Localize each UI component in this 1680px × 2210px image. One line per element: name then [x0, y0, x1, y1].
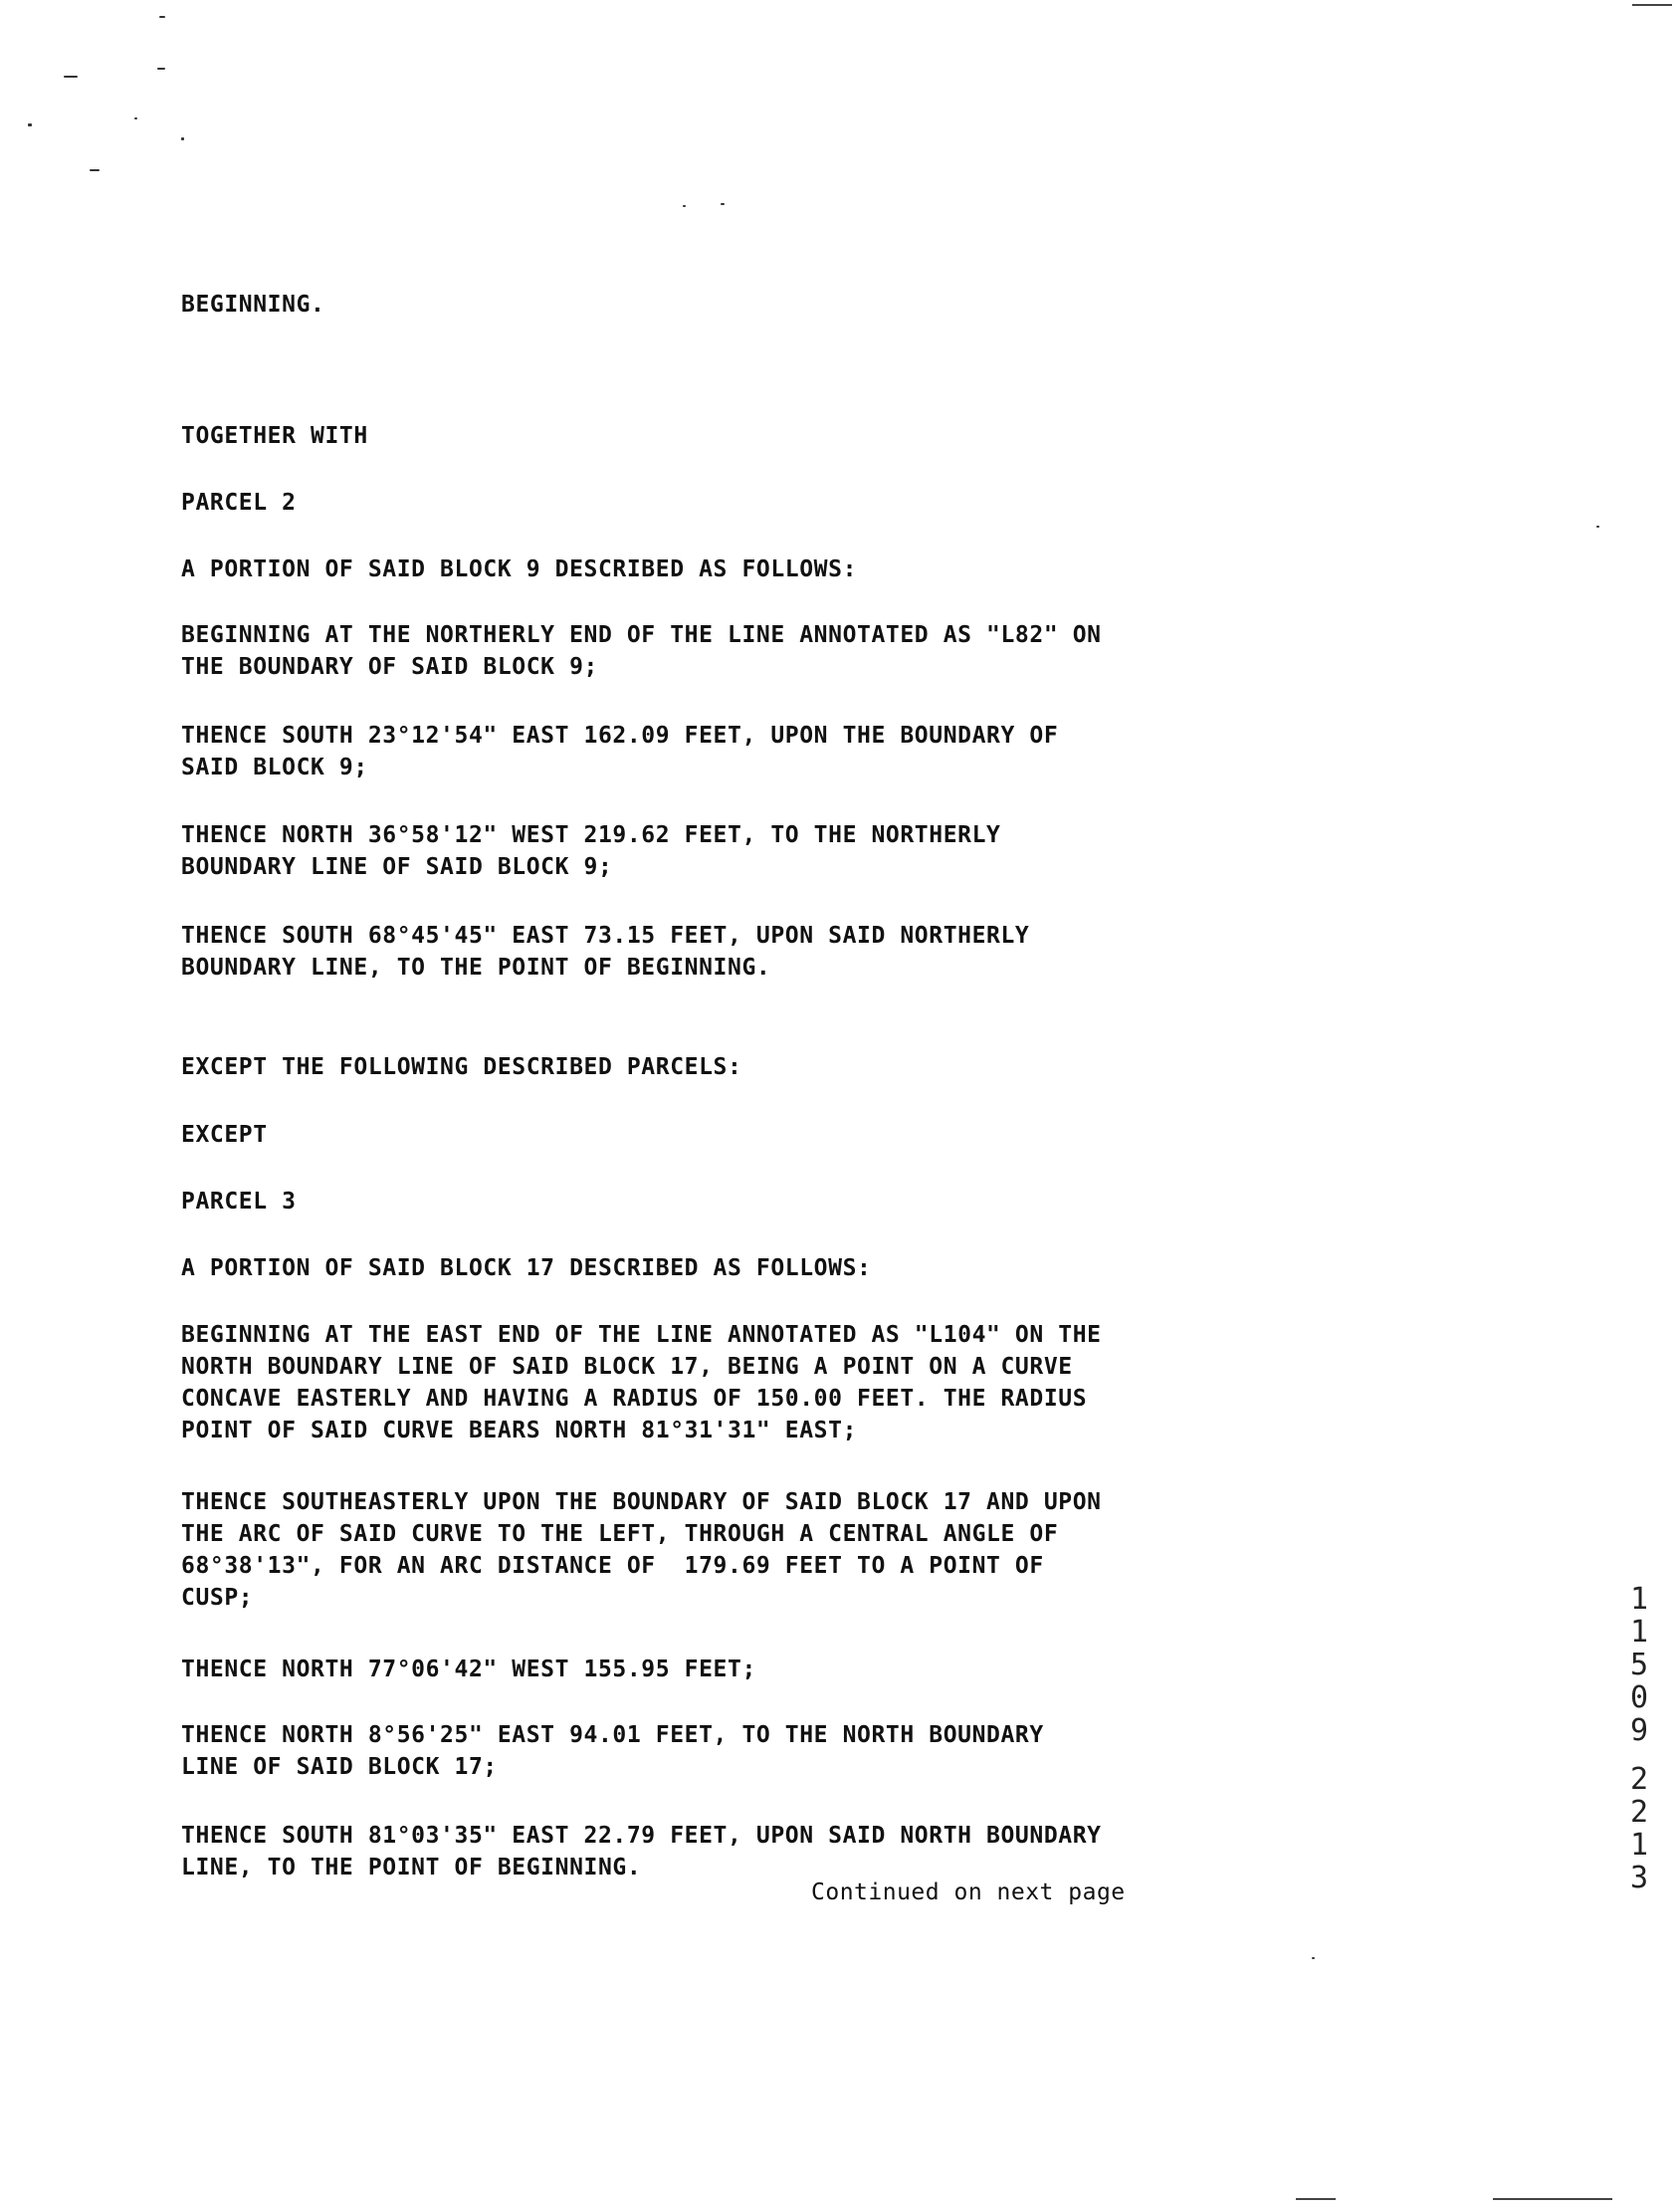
heading-parcel-2: PARCEL 2 [181, 490, 297, 516]
scan-speck [721, 203, 725, 205]
scan-speck [157, 68, 165, 70]
text-parcel-2-beginning: BEGINNING AT THE NORTHERLY END OF THE LINE ANNOTATED AS "L82" ON THE BOUNDARY OF SAID BLOCK 9; [181, 622, 1102, 680]
text-parcel-3-course-1: THENCE SOUTHEASTERLY UPON THE BOUNDARY OF SAID BLOCK 17 AND UPON THE ARC OF SAID CURVE TO THE LEFT, THROUGH A CENTRAL ANGLE OF 68°38'13", FOR AN ARC DISTANCE OF 179.69 FEET TO A POINT OF CUSP; [181, 1489, 1102, 1611]
scan-speck [28, 123, 32, 126]
scan-rule [1493, 2198, 1612, 2200]
stamp-digit: 1 [1629, 1615, 1649, 1650]
scan-speck [1596, 526, 1599, 528]
scan-speck [683, 205, 686, 207]
text-parcel-3-course-2: THENCE NORTH 77°06'42" WEST 155.95 FEET; [181, 1657, 756, 1682]
stamp-digit: 1 [1629, 1828, 1649, 1863]
scan-rule [1632, 4, 1672, 6]
text-except: EXCEPT [181, 1122, 268, 1148]
text-parcel-3-intro: A PORTION OF SAID BLOCK 17 DESCRIBED AS FOLLOWS: [181, 1255, 872, 1281]
text-parcel-3-beginning: BEGINNING AT THE EAST END OF THE LINE ANNOTATED AS "L104" ON THE NORTH BOUNDARY LINE OF SAID BLOCK 17, BEING A POINT ON A CURVE CONCAVE EASTERLY AND HAVING A RADIUS OF 150.00 FEET. THE RADIUS POINT OF SAID CURVE BEARS NORTH 81°31'31" EAST; [181, 1322, 1102, 1443]
scan-speck [90, 169, 100, 171]
heading-parcel-3: PARCEL 3 [181, 1189, 297, 1215]
scan-speck [134, 117, 137, 119]
scan-rule [1296, 2198, 1336, 2200]
continued-note: Continued on next page [811, 1879, 1126, 1905]
text-parcel-2-intro: A PORTION OF SAID BLOCK 9 DESCRIBED AS FOLLOWS: [181, 556, 858, 582]
text-parcel-2-course-2: THENCE NORTH 36°58'12" WEST 219.62 FEET, TO THE NORTHERLY BOUNDARY LINE OF SAID BLOCK 9; [181, 822, 1001, 880]
scan-speck [159, 16, 165, 18]
text-together-with: TOGETHER WITH [181, 423, 368, 449]
stamp-digit: 0 [1629, 1680, 1649, 1715]
stamp-digit: 1 [1629, 1582, 1649, 1617]
text-beginning: BEGINNING. [181, 292, 325, 318]
stamp-digit: 5 [1629, 1648, 1649, 1682]
scan-speck [181, 137, 184, 140]
text-parcel-2-course-1: THENCE SOUTH 23°12'54" EAST 162.09 FEET, UPON THE BOUNDARY OF SAID BLOCK 9; [181, 723, 1059, 780]
scan-speck [64, 76, 78, 78]
text-parcel-3-course-3: THENCE NORTH 8°56'25" EAST 94.01 FEET, TO THE NORTH BOUNDARY LINE OF SAID BLOCK 17; [181, 1722, 1044, 1780]
text-parcel-3-course-4: THENCE SOUTH 81°03'35" EAST 22.79 FEET, UPON SAID NORTH BOUNDARY LINE, TO THE POINT OF BEGINNING. [181, 1823, 1102, 1880]
scan-speck [1312, 1957, 1315, 1959]
document-number-stamp [1619, 1583, 1659, 1894]
text-parcel-2-course-3: THENCE SOUTH 68°45'45" EAST 73.15 FEET, UPON SAID NORTHERLY BOUNDARY LINE, TO THE POINT OF BEGINNING. [181, 923, 1030, 981]
stamp-digit: 2 [1629, 1795, 1649, 1830]
stamp-digit: 9 [1629, 1713, 1649, 1748]
stamp-digit: 2 [1629, 1762, 1649, 1797]
stamp-digit: 3 [1629, 1861, 1649, 1895]
text-except-parcels: EXCEPT THE FOLLOWING DESCRIBED PARCELS: [181, 1054, 742, 1080]
